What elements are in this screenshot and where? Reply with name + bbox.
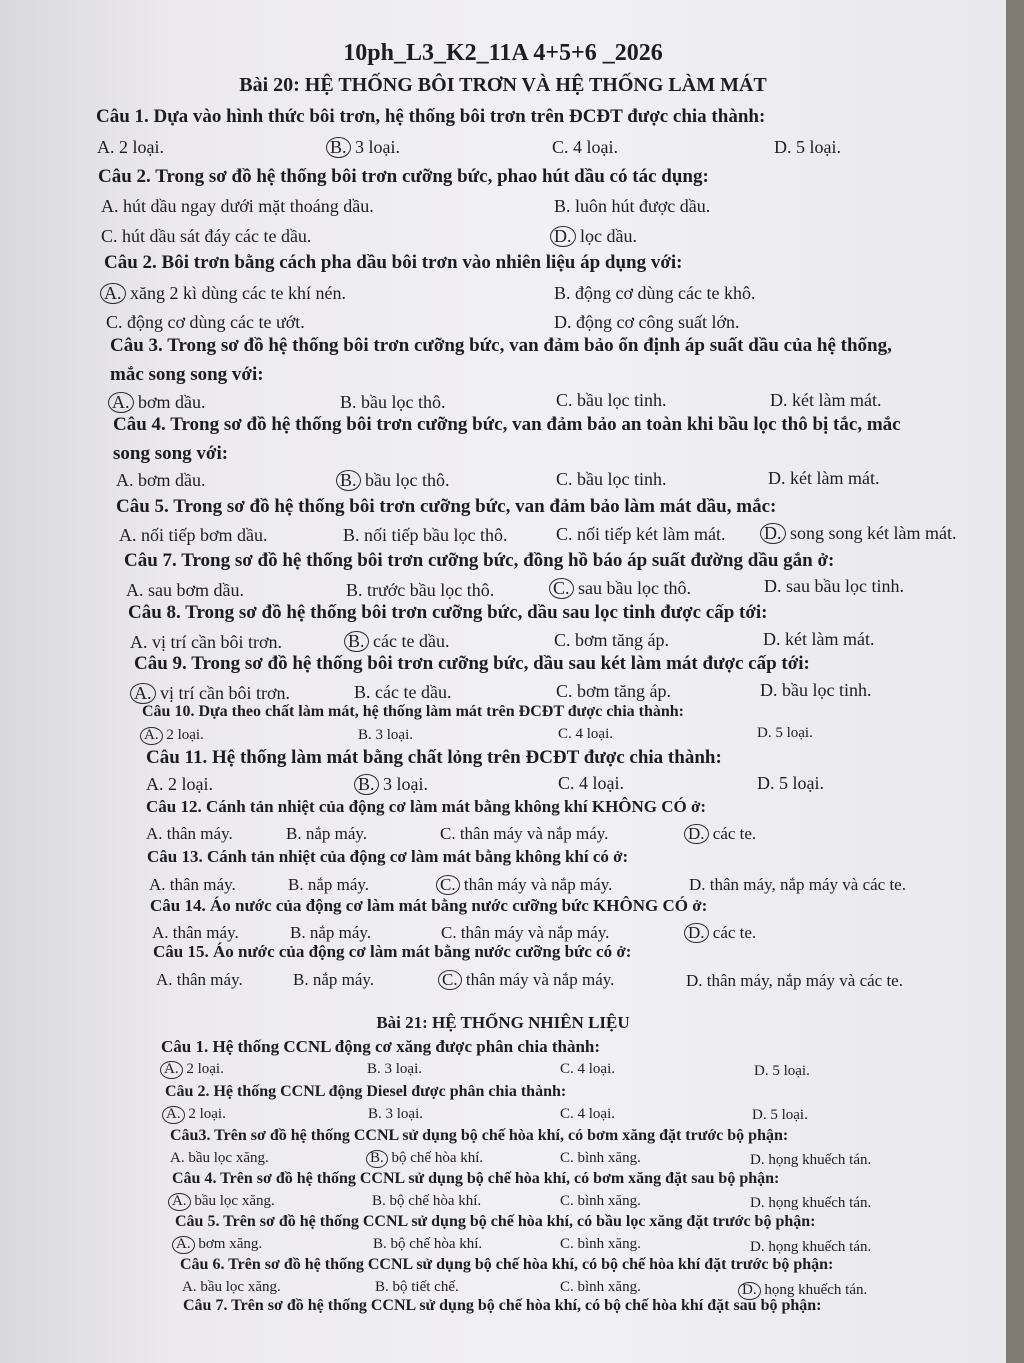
bai20-q4-option-d: D. két làm mát. (770, 390, 882, 410)
bai20-q9-option-d: D. bầu lọc tinh. (760, 680, 872, 700)
bai20-q8-option-a: A. vị trí cần bôi trơn. (130, 632, 282, 652)
bai21-question-5: Câu 5. Trên sơ đồ hệ thống CCNL sử dụng bộ chế hòa khí, có bầu lọc xăng đặt trước bộ phận: (175, 1213, 816, 1230)
bai20-q10-option-d: D. 5 loại. (757, 725, 813, 741)
bai20-q12-option-a: A. thân máy. (146, 824, 233, 843)
answer-circle-mark: A. (172, 1236, 195, 1254)
bai20-q4-option-a: A. bơm dầu. (112, 392, 206, 413)
bai20-question-5: Câu 4. Trong sơ đồ hệ thống bôi trơn cưỡng bức, van đảm bảo an toàn khi bầu lọc thô bị tắc, mắc (113, 414, 901, 435)
bai21-q4-option-a: A. bầu lọc xăng. (172, 1193, 275, 1211)
bai21-q6-option-b: B. bộ tiết chế. (375, 1279, 459, 1295)
bai20-question-3: Câu 2. Bôi trơn bằng cách pha dầu bôi trơn vào nhiên liệu áp dụng với: (104, 252, 683, 273)
answer-circle-mark: C. (436, 875, 460, 895)
bai20-q12-option-c: C. thân máy và nắp máy. (440, 824, 609, 843)
bai20-q2-option-c: C. hút dầu sát đáy các te dầu. (101, 226, 312, 246)
table-surface (1006, 0, 1024, 1363)
bai21-q2-option-b: B. 3 loại. (368, 1106, 423, 1122)
bai20-question-1: Câu 1. Dựa vào hình thức bôi trơn, hệ thống bôi trơn trên ĐCĐT được chia thành: (96, 106, 766, 127)
bai21-q4-option-d: D. họng khuếch tán. (750, 1195, 872, 1211)
bai21-question-7: Câu 7. Trên sơ đồ hệ thống CCNL sử dụng bộ chế hòa khí, có bộ chế hòa khí đặt sau bộ phận: (183, 1297, 822, 1314)
bai20-q9-option-c: C. bơm tăng áp. (556, 681, 672, 701)
bai21-question-3: Câu3. Trên sơ đồ hệ thống CCNL sử dụng bộ chế hòa khí, có bơm xăng đặt trước bộ phận: (170, 1127, 789, 1144)
bai20-q11-option-c: C. 4 loại. (558, 773, 624, 793)
bai20-q12-option-d: D. các te. (688, 824, 756, 844)
bai20-question-5-continued: song song với: (113, 443, 229, 464)
answer-circle-mark: C. (549, 578, 574, 599)
bai20-q3-option-c: C. động cơ dùng các te ướt. (106, 312, 305, 332)
bai21-q3-option-a: A. bầu lọc xăng. (170, 1150, 269, 1166)
bai20-q14-option-a: A. thân máy. (152, 923, 239, 942)
bai20-q2-option-b: B. luôn hút được dầu. (554, 196, 711, 216)
lesson21-title: Bài 21: HỆ THỐNG NHIÊN LIỆU (376, 1013, 630, 1032)
answer-circle-mark: A. (130, 683, 156, 704)
bai20-q6-option-c: C. nối tiếp két làm mát. (556, 524, 726, 544)
answer-circle-mark: D. (550, 226, 576, 247)
bai21-q4-option-c: C. bình xăng. (560, 1193, 641, 1209)
bai20-q5-option-d: D. két làm mát. (768, 468, 880, 488)
answer-circle-mark: A. (168, 1193, 191, 1211)
answer-circle-mark: D. (684, 824, 709, 844)
answer-circle-mark: C. (438, 970, 462, 990)
answer-circle-mark: B. (354, 774, 379, 795)
bai20-q13-option-d: D. thân máy, nắp máy và các te. (689, 875, 906, 894)
bai20-q7-option-a: A. sau bơm dầu. (126, 580, 245, 600)
bai20-q12-option-b: B. nắp máy. (286, 824, 368, 843)
bai20-q3-option-b: B. động cơ dùng các te khô. (554, 283, 756, 303)
bai20-q8-option-c: C. bơm tăng áp. (554, 630, 670, 650)
bai20-q4-option-b: B. bầu lọc thô. (340, 392, 446, 412)
bai21-question-4: Câu 4. Trên sơ đồ hệ thống CCNL sử dụng bộ chế hòa khí, có bơm xăng đặt sau bộ phận: (172, 1170, 780, 1187)
bai21-q1-option-c: C. 4 loại. (560, 1061, 615, 1077)
bai20-q14-option-c: C. thân máy và nắp máy. (441, 923, 610, 942)
bai20-q8-option-b: B. các te dầu. (348, 631, 449, 652)
answer-circle-mark: B. (326, 137, 351, 158)
bai21-q2-option-c: C. 4 loại. (560, 1106, 615, 1122)
bai20-q5-option-a: A. bơm dầu. (116, 470, 206, 490)
bai20-question-6: Câu 5. Trong sơ đồ hệ thống bôi trơn cưỡng bức, van đảm bảo làm mát dầu, mắc: (116, 496, 777, 517)
bai20-q9-option-a: A. vị trí cần bôi trơn. (134, 683, 290, 704)
bai20-q8-option-d: D. két làm mát. (763, 629, 875, 649)
bai20-q5-option-b: B. bầu lọc thô. (340, 470, 450, 491)
bai20-q1-option-d: D. 5 loại. (774, 137, 841, 157)
bai20-question-7: Câu 7. Trong sơ đồ hệ thống bôi trơn cưỡng bức, đồng hồ báo áp suất đường dầu gắn ở: (124, 550, 835, 571)
bai20-q10-option-b: B. 3 loại. (358, 727, 413, 743)
bai21-q5-option-c: C. bình xăng. (560, 1236, 641, 1252)
bai20-question-2: Câu 2. Trong sơ đồ hệ thống bôi trơn cưỡng bức, phao hút dầu có tác dụng: (98, 166, 709, 187)
bai20-q7-option-b: B. trước bầu lọc thô. (346, 580, 495, 600)
answer-circle-mark: B. (344, 631, 369, 652)
bai20-q5-option-c: C. bầu lọc tinh. (556, 469, 667, 489)
bai20-q3-option-d: D. động cơ công suất lớn. (554, 312, 740, 332)
bai20-question-11: Câu 11. Hệ thống làm mát bằng chất lỏng trên ĐCĐT được chia thành: (146, 747, 722, 768)
bai20-q6-option-b: B. nối tiếp bầu lọc thô. (343, 525, 508, 545)
bai21-q6-option-a: A. bầu lọc xăng. (182, 1279, 281, 1295)
bai20-question-13: Câu 13. Cánh tản nhiệt của động cơ làm mát bằng không khí có ở: (147, 847, 629, 866)
bai20-question-4-continued: mắc song song với: (110, 364, 264, 385)
bai20-q15-option-c: C. thân máy và nắp máy. (442, 970, 614, 990)
bai20-question-4: Câu 3. Trong sơ đồ hệ thống bôi trơn cưỡng bức, van đảm bảo ổn định áp suất dầu của hệ thống, (110, 335, 892, 356)
bai20-q7-option-d: D. sau bầu lọc tinh. (764, 576, 904, 596)
bai21-q1-option-b: B. 3 loại. (367, 1061, 422, 1077)
answer-circle-mark: A. (162, 1106, 185, 1124)
bai20-q13-option-b: B. nắp máy. (288, 875, 370, 894)
bai21-q3-option-d: D. họng khuếch tán. (750, 1152, 872, 1168)
bai20-question-10: Câu 10. Dựa theo chất làm mát, hệ thống làm mát trên ĐCĐT được chia thành: (142, 703, 684, 720)
answer-circle-mark: B. (366, 1150, 388, 1168)
bai21-q5-option-a: A. bơm xăng. (176, 1236, 262, 1254)
bai21-q5-option-d: D. họng khuếch tán. (750, 1239, 872, 1255)
bai21-q1-option-a: A. 2 loại. (164, 1061, 224, 1079)
bai20-question-14: Câu 14. Áo nước của động cơ làm mát bằng nước cưỡng bức KHÔNG CÓ ở: (150, 896, 708, 915)
bai20-q11-option-b: B. 3 loại. (358, 774, 428, 795)
bai21-q4-option-b: B. bộ chế hòa khí. (372, 1193, 482, 1209)
bai21-q2-option-a: A. 2 loại. (166, 1106, 226, 1124)
bai21-q5-option-b: B. bộ chế hòa khí. (373, 1236, 483, 1252)
bai20-q4-option-c: C. bầu lọc tinh. (556, 390, 667, 410)
bai20-q15-option-d: D. thân máy, nắp máy và các te. (686, 971, 903, 990)
bai20-q2-option-a: A. hút dầu ngay dưới mặt thoáng dầu. (101, 196, 374, 216)
exam-code: 10ph_L3_K2_11A 4+5+6 _2026 (343, 40, 663, 66)
answer-circle-mark: D. (684, 923, 709, 943)
bai20-q15-option-b: B. nắp máy. (293, 970, 375, 989)
bai20-q11-option-a: A. 2 loại. (146, 774, 213, 794)
bai20-question-12: Câu 12. Cánh tản nhiệt của động cơ làm mát bằng không khí KHÔNG CÓ ở: (146, 797, 707, 816)
bai20-question-9: Câu 9. Trong sơ đồ hệ thống bôi trơn cưỡng bức, dầu sau két làm mát được cấp tới: (134, 653, 810, 674)
bai21-q6-option-d: D. họng khuếch tán. (742, 1282, 867, 1300)
bai20-q1-option-c: C. 4 loại. (552, 137, 618, 157)
bai20-question-15: Câu 15. Áo nước của động cơ làm mát bằng nước cưỡng bức có ở: (153, 942, 632, 961)
bai20-q6-option-a: A. nối tiếp bơm dầu. (119, 525, 268, 545)
bai21-q3-option-b: B. bộ chế hòa khí. (370, 1150, 483, 1168)
bai20-q2-option-d: D. lọc dầu. (554, 226, 637, 247)
bai21-question-1: Câu 1. Hệ thống CCNL động cơ xăng được phân chia thành: (161, 1037, 601, 1056)
lesson20-title: Bài 20: HỆ THỐNG BÔI TRƠN VÀ HỆ THỐNG LÀM MÁT (239, 74, 767, 96)
bai20-q3-option-a: A. xăng 2 kì dùng các te khí nén. (104, 283, 346, 304)
bai20-q14-option-d: D. các te. (688, 923, 756, 943)
bai21-q1-option-d: D. 5 loại. (754, 1063, 810, 1079)
bai21-question-2: Câu 2. Hệ thống CCNL động Diesel được phân chia thành: (165, 1083, 567, 1100)
bai20-q13-option-c: C. thân máy và nắp máy. (440, 875, 612, 895)
answer-circle-mark: A. (108, 392, 134, 413)
bai20-q10-option-c: C. 4 loại. (558, 726, 613, 742)
bai21-q6-option-c: C. bình xăng. (560, 1279, 641, 1295)
bai20-question-8: Câu 8. Trong sơ đồ hệ thống bôi trơn cưỡng bức, dầu sau lọc tinh được cấp tới: (128, 602, 768, 623)
answer-circle-mark: A. (160, 1061, 183, 1079)
answer-circle-mark: D. (760, 523, 786, 544)
bai20-q11-option-d: D. 5 loại. (757, 773, 824, 793)
answer-circle-mark: D. (738, 1282, 761, 1300)
bai20-q7-option-c: C. sau bầu lọc thô. (553, 578, 691, 599)
bai20-q13-option-a: A. thân máy. (149, 875, 236, 894)
bai20-q1-option-a: A. 2 loại. (97, 137, 164, 157)
bai20-q6-option-d: D. song song két làm mát. (764, 523, 956, 544)
bai20-q15-option-a: A. thân máy. (156, 970, 243, 989)
bai21-question-6: Câu 6. Trên sơ đồ hệ thống CCNL sử dụng bộ chế hòa khí, có bộ chế hòa khí đặt trước bộ phận: (180, 1256, 834, 1273)
bai20-q9-option-b: B. các te dầu. (354, 682, 452, 702)
answer-circle-mark: A. (100, 283, 126, 304)
answer-circle-mark: B. (336, 470, 361, 491)
bai21-q2-option-d: D. 5 loại. (752, 1107, 808, 1123)
answer-circle-mark: A. (140, 727, 163, 745)
bai20-q1-option-b: B. 3 loại. (330, 137, 400, 158)
bai20-q10-option-a: A. 2 loại. (144, 727, 204, 745)
bai21-q3-option-c: C. bình xăng. (560, 1150, 641, 1166)
bai20-q14-option-b: B. nắp máy. (290, 923, 372, 942)
